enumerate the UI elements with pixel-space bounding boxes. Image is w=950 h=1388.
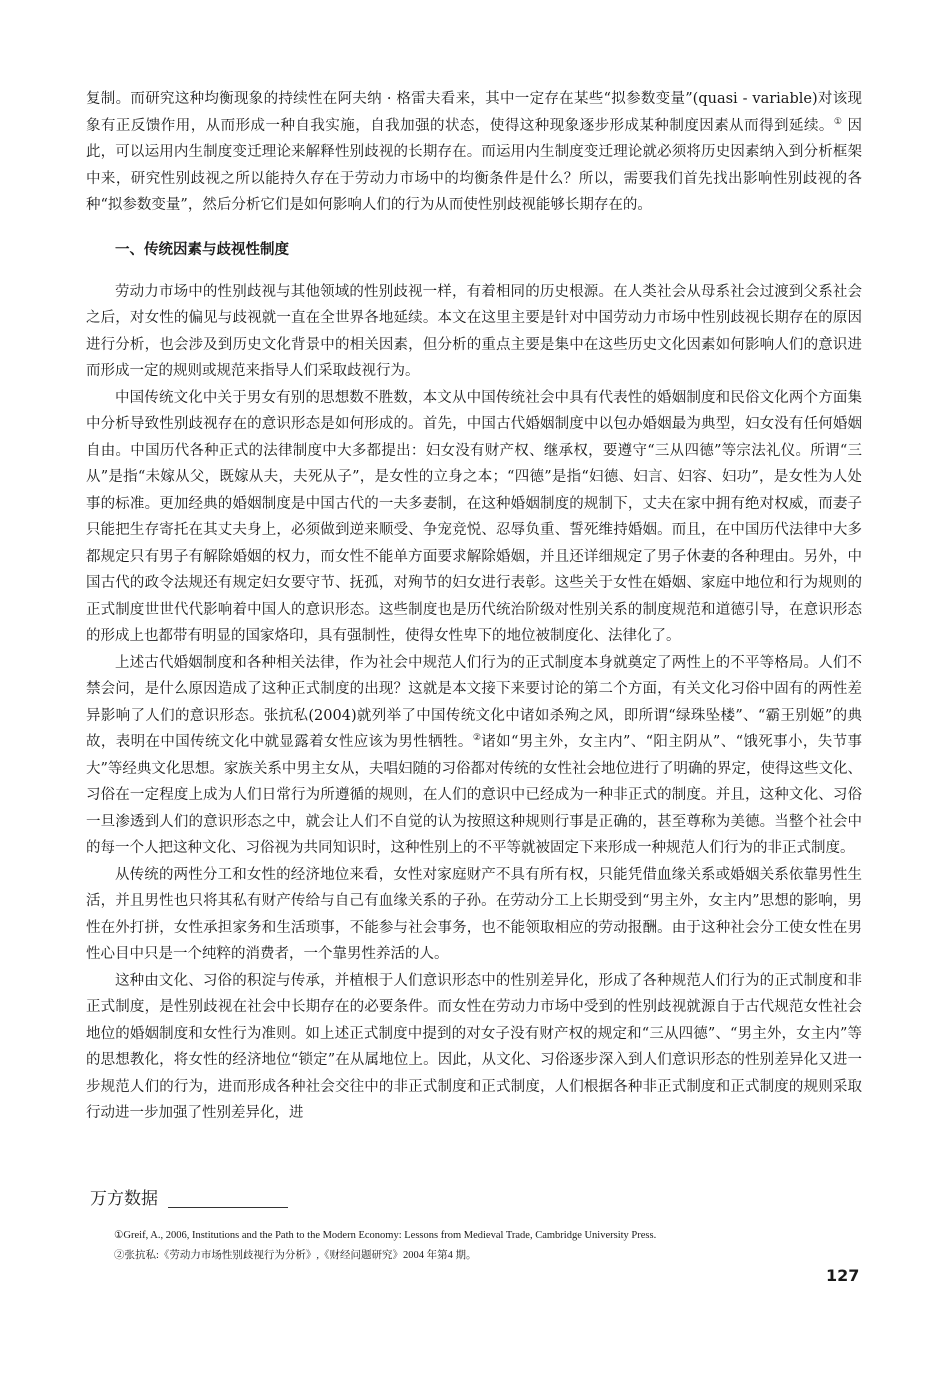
section-heading: 一、传统因素与歧视性制度: [115, 241, 289, 258]
footnote-1: ①Greif, A., 2006, Institutions and the Path to the Modern Economy: Lessons from Medieval Trade, Cambridge University Press.: [114, 1230, 657, 1241]
footnote-ref-1[interactable]: ①: [833, 116, 843, 127]
paragraph-1: 劳动力市场中的性别歧视与其他领域的性别歧视一样，有着相同的历史根源。在人类社会从母系社会过渡到父系社会之后，对女性的偏见与歧视就一直在全世界各地延续。本文在这里主要是针对中国劳动力市场中性别歧视长期存在的原因进行分析，也会涉及到历史文化背景中的相关因素，但分析的重点主要是集中在这些历史文化因素如何影响人们的意识进而形成一定的规则或规范来指导人们采取歧视行为。: [86, 283, 862, 379]
paragraph-text: 上述古代婚姻制度和各种相关法律，作为社会中规范人们行为的正式制度本身就奠定了两性上的不平等格局。人们不禁会问，是什么原因造成了这种正式制度的出现？这就是本文接下来要讨论的第二个方面，有关文化习俗中固有的两性差异影响了人们的意识形态。张抗私(2004)就列举了中国传统文化中诸如杀殉之风，即所谓“绿珠坠楼”、“霸王别姬”的典故，表明在中国传统文化中就显露着女性应该为男性牺牲。: [86, 654, 862, 750]
paragraph-text: 诸如“男主外，女主内”、“阳主阴从”、“饿死事小，失节事大”等经典文化思想。家族关系中男主女从，夫唱妇随的习俗都对传统的女性社会地位进行了明确的界定，使得这些文化、习俗在一定程度上成为人们日常行为所遵循的规则，在人们的意识中已经成为一种非正式的制度。并且，这种文化、习俗一旦渗透到人们的意识形态之中，就会让人们不自觉的认为按照这种规则行事是正确的，甚至尊称为美德。当整个社会中的每一个人把这种文化、习俗视为共同知识时，这种性别上的不平等就被固定下来形成一种规范人们行为的非正式制度。: [86, 734, 863, 856]
paragraph-2: 中国传统文化中关于男女有别的思想数不胜数，本文从中国传统社会中具有代表性的婚姻制度和民俗文化两个方面集中分析导致性别歧视存在的意识形态是如何形成的。首先，中国古代婚姻制度中以包办婚姻最为典型，妇女没有任何婚姻自由。中国历代各种正式的法律制度中大多都提出：妇女没有财产权、继承权，要遵守“三从四德”等宗法礼仪。所谓“三从”是指“未嫁从父，既嫁从夫，夫死从子”，是女性的立身之本；“四德”是指“妇德、妇言、妇容、妇功”，是女性为人处事的标准。更加经典的婚姻制度是中国古代的一夫多妻制，在这种婚姻制度的规制下，丈夫在家中拥有绝对权威，而妻子只能把生存寄托在其丈夫身上，必须做到逆来顺受、争宠竞悦、忍辱负重、誓死维持婚姻。而且，在中国历代法律中大多都规定只有男子有解除婚姻的权力，而女性不能单方面要求解除婚姻，并且还详细规定了男子休妻的各种理由。另外，中国古代的政令法规还有规定妇女要守节、抚孤，对殉节的妇女进行表彰。这些关于女性在婚姻、家庭中地位和行为规则的正式制度世世代代影响着中国人的意识形态。这些制度也是历代统治阶级对性别关系的制度规范和道德引导，在意识形态的形成上也都带有明显的国家烙印，具有强制性，使得女性卑下的地位被制度化、法律化了。: [86, 389, 862, 644]
footnotes: [114, 1226, 874, 1266]
watermark-text: 万方数据: [90, 1189, 158, 1209]
page-number: 127: [826, 1266, 860, 1285]
footnote-2: ②张抗私:《劳动力市场性别歧视行为分析》,《财经问题研究》2004 年第4 期。: [114, 1250, 477, 1261]
footnote-ref-2[interactable]: ②: [472, 733, 482, 744]
footnote-divider: [168, 1207, 288, 1208]
paragraph-3: [86, 650, 862, 862]
paragraph-continuation: [86, 86, 862, 219]
paragraph-text: 因此，可以运用内生制度变迁理论来解释性别歧视的长期存在。而运用内生制度变迁理论就必须将历史因素纳入到分析框架中来，研究性别歧视之所以能持久存在于劳动力市场中的均衡条件是什么？所以，需要我们首先找出影响性别歧视的各种“拟参数变量”，然后分析它们是如何影响人们的行为从而使性别歧视能够长期存在的。: [86, 117, 863, 213]
paragraph-4: 从传统的两性分工和女性的经济地位来看，女性对家庭财产不具有所有权，只能凭借血缘关系或婚姻关系依靠男性生活，并且男性也只将其私有财产传给与自己有血缘关系的子孙。在劳动分工上长期受到“男主外，女主内”思想的影响，男性在外打拼，女性承担家务和生活琐事，不能参与社会事务，也不能领取相应的劳动报酬。由于这种社会分工使女性在男性心目中只是一个纯粹的消费者，一个靠男性养活的人。: [86, 866, 862, 962]
paragraph-text: 复制。而研究这种均衡现象的持续性在阿夫纳 · 格雷夫看来，其中一定存在某些“拟参数变量”(quasi - variable)对该现象有正反馈作用，从而形成一种自我实施，自我加强的状态，使得这种现象逐步形成某种制度因素从而得到延续。: [86, 91, 862, 134]
paragraph-5: 这种由文化、习俗的积淀与传承，并植根于人们意识形态中的性别差异化，形成了各种规范人们行为的正式制度和非正式制度，是性别歧视在社会中长期存在的必要条件。而女性在劳动力市场中受到的性别歧视就源自于古代规范女性社会地位的婚姻制度和女性行为准则。如上述正式制度中提到的对女子没有财产权的规定和“三从四德”、“男主外，女主内”等的思想教化，将女性的经济地位“锁定”在从属地位上。因此，从文化、习俗逐步深入到人们意识形态的性别差异化又进一步规范人们的行为，进而形成各种社会交往中的非正式制度和正式制度，人们根据各种非正式制度和正式制度的规则采取行动进一步加强了性别差异化，进: [86, 972, 862, 1121]
body-text: [86, 86, 862, 1127]
